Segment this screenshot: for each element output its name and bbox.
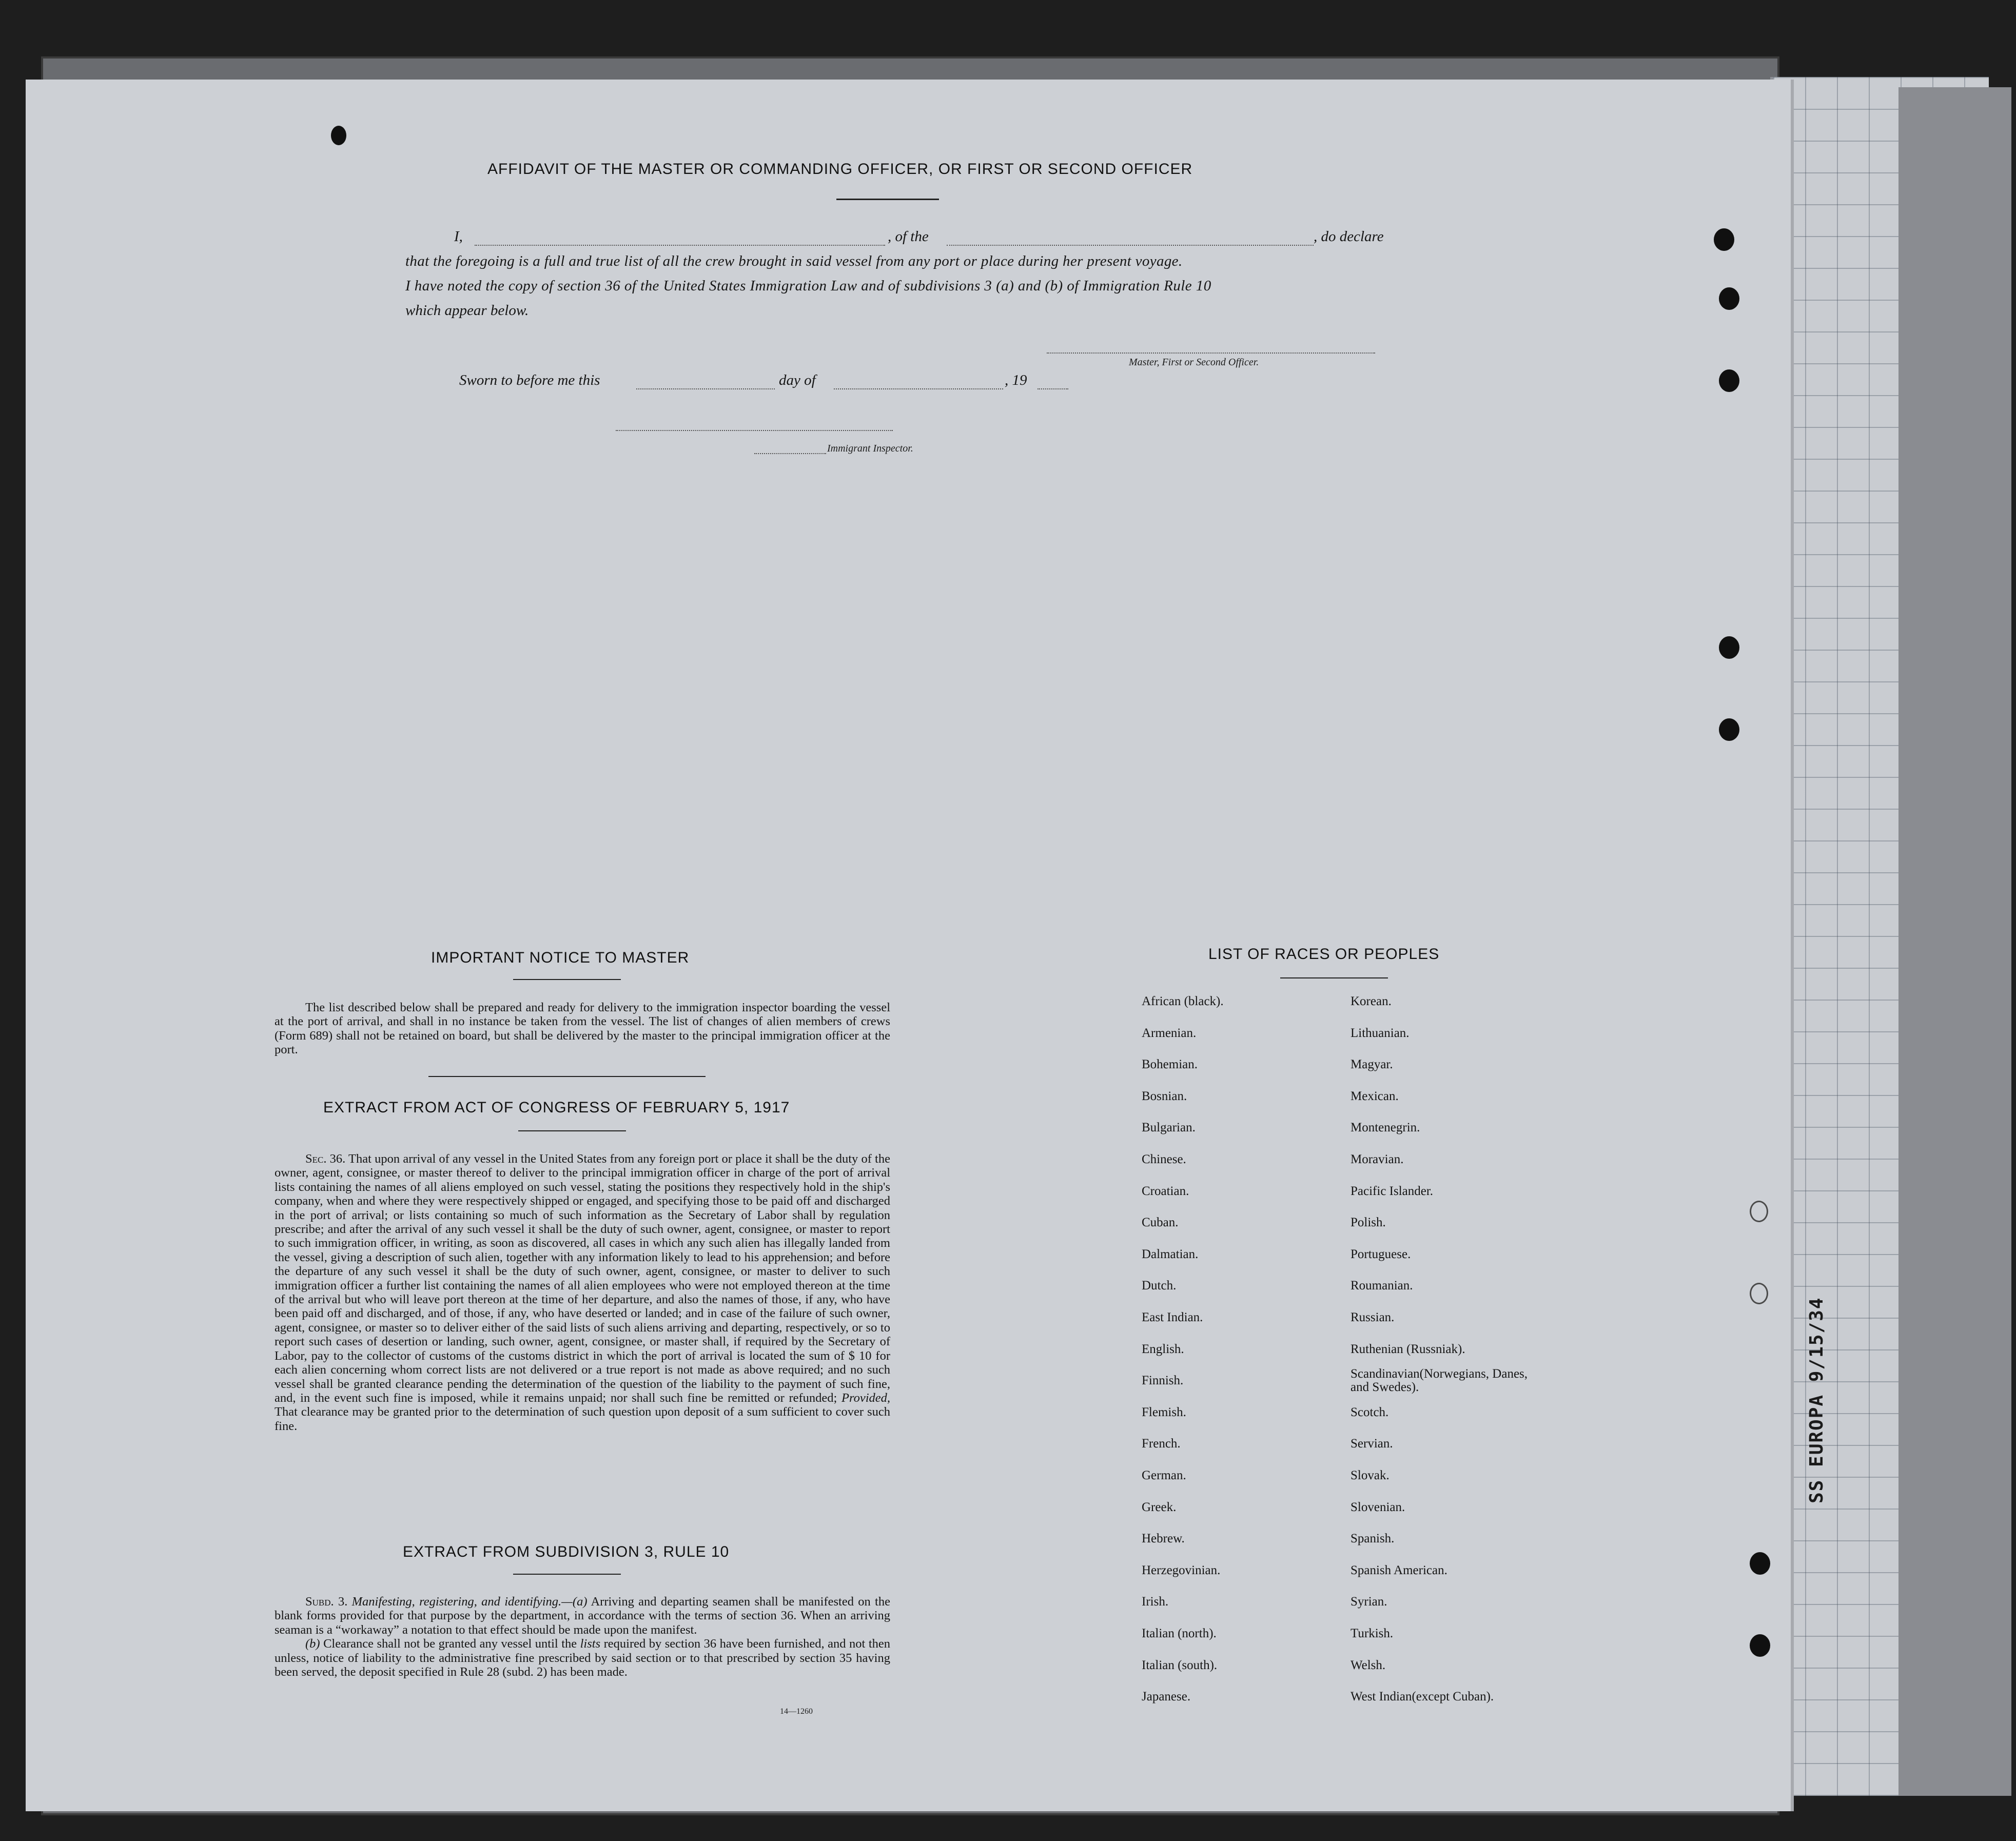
rule10-title: EXTRACT FROM SUBDIVISION 3, RULE 10	[403, 1543, 730, 1560]
punch-hole	[1750, 1201, 1768, 1222]
race-item: Spanish.	[1350, 1532, 1395, 1546]
race-item: Mexican.	[1350, 1089, 1399, 1103]
race-item: West Indian(except Cuban).	[1350, 1690, 1494, 1704]
race-item: Bulgarian.	[1142, 1121, 1196, 1135]
rule10-title-rule	[513, 1574, 621, 1575]
punch-hole	[1750, 1634, 1770, 1657]
race-item: Finnish.	[1142, 1374, 1184, 1388]
inspector-signature-field[interactable]	[616, 430, 893, 431]
act-section-label: Sec. 36.	[305, 1152, 346, 1166]
race-item: Bohemian.	[1142, 1057, 1198, 1072]
race-item: Lithuanian.	[1350, 1026, 1410, 1040]
form-number: 14—1260	[780, 1707, 813, 1716]
rule10-lists-word: lists	[580, 1637, 601, 1651]
affidavit-title-rule	[836, 199, 939, 200]
rule10-para-a: Arriving and departing seamen shall be manifested on the blank forms provided for that purpose by the department, in accordance with the terms of section 36. When an arriving seaman is a “workaway” a notation to that effect should be made upon the manifest.	[275, 1595, 890, 1637]
affidavit-i: I,	[454, 228, 463, 245]
act-section-end: That clearance may be granted prior to the determination of such question upon deposit of a sum sufficient to cover such fine.	[275, 1405, 890, 1433]
race-item: French.	[1142, 1437, 1181, 1451]
signature-caption: Master, First or Second Officer.	[1129, 357, 1259, 368]
race-item: Scandinavian(Norwegians, Danes, and Swedes).	[1350, 1367, 1528, 1395]
sworn-month-field[interactable]	[834, 388, 1003, 389]
punch-hole	[1719, 636, 1739, 659]
rule10-b-label: (b)	[305, 1637, 320, 1651]
affidavit-line-4: which appear below.	[405, 302, 529, 319]
act-provided-word: Provided,	[841, 1390, 891, 1405]
race-item: Italian (north).	[1142, 1627, 1217, 1640]
notice-body	[275, 1001, 890, 1057]
ledger-edge	[1898, 87, 2011, 1796]
sworn-year-field[interactable]	[1038, 388, 1068, 389]
notice-paragraph: The list described below shall be prepared and ready for delivery to the immigration inspector boarding the vessel at the port of arrival, and shall in no instance be taken from the vessel. The list of changes of alien members of crews (Form 689) shall not be retained on board, but shall be delivered by the master to the principal immigration officer at the port.	[275, 1001, 890, 1057]
affidavit-title: AFFIDAVIT OF THE MASTER OR COMMANDING OFFICER, OR FIRST OR SECOND OFFICER	[487, 161, 1193, 178]
race-item: Herzegovinian.	[1142, 1563, 1221, 1577]
race-item: Slovak.	[1350, 1468, 1389, 1482]
notice-divider	[428, 1076, 706, 1077]
form-page	[26, 80, 1791, 1811]
vessel-field[interactable]	[947, 245, 1314, 246]
race-item: Dutch.	[1142, 1279, 1177, 1293]
act-title: EXTRACT FROM ACT OF CONGRESS OF FEBRUARY 5, 1917	[323, 1099, 790, 1116]
race-item: Croatian.	[1142, 1184, 1189, 1198]
punch-hole	[1719, 287, 1739, 310]
race-item: Irish.	[1142, 1595, 1169, 1609]
race-item: Chinese.	[1142, 1152, 1186, 1166]
race-item: Hebrew.	[1142, 1532, 1185, 1546]
race-item: English.	[1142, 1342, 1184, 1356]
voyage-stamp: SS EUROPA 9/15/34	[1806, 1297, 1827, 1503]
race-item: Polish.	[1350, 1216, 1386, 1230]
race-item: Italian (south).	[1142, 1658, 1218, 1672]
race-item: Russian.	[1350, 1310, 1395, 1324]
race-item: Korean.	[1350, 994, 1392, 1008]
rule10-para-b-2: required by section 36 have been furnished, and not then unless, notice of liability to the administrative fine prescribed by said section or to that prescribed by section 35 having been served, the deposit specified in Rule 28 (subd. 2) has been made.	[275, 1637, 890, 1679]
sworn-day-field[interactable]	[636, 388, 775, 389]
punch-hole	[1719, 369, 1739, 392]
race-item: Portuguese.	[1350, 1247, 1411, 1261]
punch-hole	[1750, 1552, 1770, 1575]
name-field[interactable]	[475, 245, 885, 246]
act-section-text: That upon arrival of any vessel in the United States from any foreign port or place it shall be the duty of the owner, agent, consignee, or master thereof to deliver to the principal immigration officer in charge of the port of arrival lists containing the names of all aliens employed on such vessel, stating the positions they respectively hold in the ship's company, when and where they were respectively shipped or engaged, and specifying those to be paid off and discharged in the port of arrival; or lists containing so much of such information as the Secretary of Labor shall by regulation prescribe; and after the arrival of any such vessel it shall be the duty of such owner, agent, consignee, or master to report to such immigration officer, in writing, as soon as discovered, all cases in which any such alien has illegally landed from the vessel, giving a description of such alien, together with any information likely to lead to his apprehension; and before the departure of any such vessel it shall be the duty of such owner, agent, consignee, or master to deliver to such immigration officer a further list containing the names of all alien employees who were not employed thereon at the time of the arrival but who will leave port thereon at the time of her departure, and also the names of those, if any, who have been paid off and discharged, and of those, if any, who have deserted or landed; and in case of the failure of such owner, agent, consignee, or master so to deliver either of the said lists of such aliens arriving and departing, respectively, or so to report such cases of desertion or landing, such owner, agent, consignee, or master shall, if required by the Secretary of Labor, pay to the collector of customs of the customs district in which the port of arrival is located the sum of $ 10 for each alien concerning whom correct lists are not delivered or a true report is not made as above required; and no such vessel shall be granted clearance pending the determination of the question of the liability to the payment of such fine, and, in the event such fine is imposed, while it remains unpaid; nor shall such fine be remitted or refunded;	[275, 1152, 890, 1405]
inspector-caption: Immigrant Inspector.	[827, 443, 913, 454]
punch-hole	[331, 126, 346, 145]
affidavit-line-3: I have noted the copy of section 36 of the United States Immigration Law and of subdivisions 3 (a) and (b) of Immigration Rule 10	[405, 278, 1211, 294]
punch-hole	[1750, 1283, 1768, 1304]
inspector-name-field[interactable]	[754, 453, 826, 454]
race-item: Montenegrin.	[1350, 1121, 1420, 1135]
race-item: Scotch.	[1350, 1405, 1389, 1419]
punch-hole	[1719, 718, 1739, 741]
race-item: Spanish American.	[1350, 1563, 1447, 1577]
act-body	[275, 1152, 890, 1433]
race-item: Armenian.	[1142, 1026, 1197, 1040]
race-item: Servian.	[1350, 1437, 1393, 1451]
race-item: Greek.	[1142, 1500, 1177, 1514]
race-item: Dalmatian.	[1142, 1247, 1199, 1261]
affidavit-line-2: that the foregoing is a full and true list of all the crew brought in said vessel from any port or place during her present voyage.	[405, 253, 1183, 269]
race-item: Japanese.	[1142, 1690, 1191, 1704]
affidavit-declare: , do declare	[1314, 228, 1384, 245]
race-item: Flemish.	[1142, 1405, 1186, 1419]
rule10-subd-label: Subd. 3.	[305, 1595, 348, 1609]
race-item: Bosnian.	[1142, 1089, 1187, 1103]
race-item: German.	[1142, 1468, 1186, 1482]
rule10-subd-heading: Manifesting, registering, and identifying.—(a)	[351, 1595, 588, 1609]
punch-hole	[1714, 228, 1734, 251]
races-title: LIST OF RACES OR PEOPLES	[1208, 946, 1440, 963]
race-item: Syrian.	[1350, 1595, 1387, 1609]
race-item: Slovenian.	[1350, 1500, 1405, 1514]
race-item: Roumanian.	[1350, 1279, 1413, 1293]
race-item: Cuban.	[1142, 1216, 1179, 1230]
race-item: Turkish.	[1350, 1627, 1394, 1640]
rule10-body	[275, 1595, 890, 1679]
race-item: African (black).	[1142, 994, 1224, 1008]
race-item: East Indian.	[1142, 1310, 1203, 1324]
sworn-year-label: , 19	[1005, 372, 1027, 388]
notice-title: IMPORTANT NOTICE TO MASTER	[431, 949, 690, 966]
officer-signature-field[interactable]	[1047, 352, 1375, 354]
race-item: Ruthenian (Russniak).	[1350, 1342, 1465, 1356]
race-item: Moravian.	[1350, 1152, 1404, 1166]
act-title-rule	[518, 1130, 626, 1131]
race-item: Welsh.	[1350, 1658, 1386, 1672]
sworn-day-label: day of	[779, 372, 816, 388]
notice-title-rule	[513, 979, 621, 980]
races-title-rule	[1280, 977, 1388, 978]
race-item: Magyar.	[1350, 1057, 1393, 1072]
affidavit-of-the: , of the	[888, 228, 929, 245]
sworn-prefix: Sworn to before me this	[459, 372, 600, 388]
race-item: Pacific Islander.	[1350, 1184, 1434, 1198]
rule10-para-b-1: Clearance shall not be granted any vessel until the	[323, 1637, 577, 1651]
